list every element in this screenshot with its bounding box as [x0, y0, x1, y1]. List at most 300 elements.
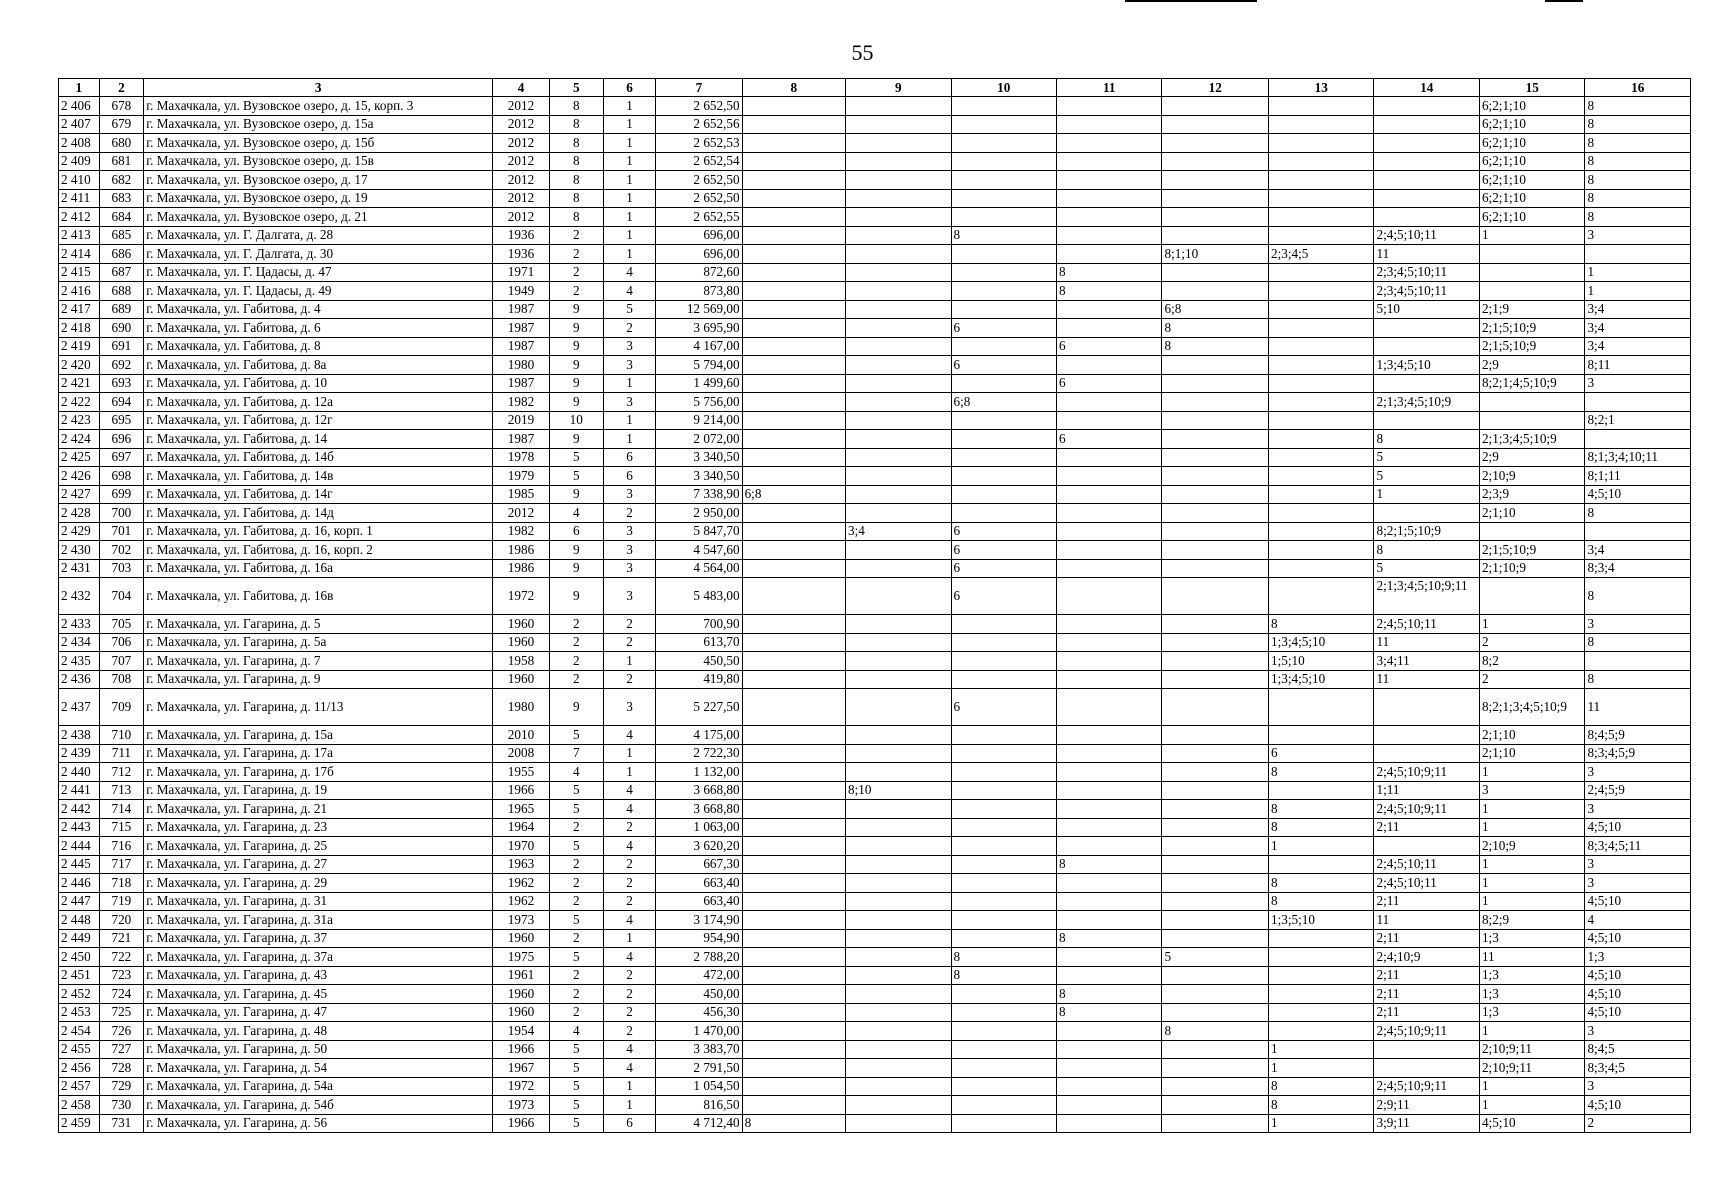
- cell-col-4: 1936: [493, 226, 550, 245]
- cell-col-14: 1;3;4;5;10: [1374, 356, 1479, 375]
- cell-col-13: [1268, 448, 1373, 467]
- cell-col-10: [951, 763, 1056, 782]
- cell-col-4: 1982: [493, 522, 550, 541]
- cell-col-6: 5: [603, 300, 656, 319]
- cell-col-9: [846, 134, 951, 153]
- cell-col-3: г. Махачкала, ул. Гагарина, д. 9: [144, 670, 493, 689]
- cell-col-1: 2 457: [59, 1077, 100, 1096]
- cell-col-8: [742, 633, 845, 652]
- cell-col-4: 1987: [493, 374, 550, 393]
- cell-col-9: [846, 1003, 951, 1022]
- cell-col-16: 8: [1585, 670, 1691, 689]
- cell-col-15: [1479, 522, 1584, 541]
- cell-col-1: 2 451: [59, 966, 100, 985]
- table-row: [59, 319, 1691, 338]
- cell-col-15: 1: [1479, 818, 1584, 837]
- cell-col-9: [846, 670, 951, 689]
- cell-col-10: [951, 467, 1056, 486]
- cell-col-11: [1057, 911, 1162, 930]
- cell-col-2: 702: [99, 541, 144, 560]
- cell-col-10: [951, 929, 1056, 948]
- cell-col-3: г. Махачкала, ул. Гагарина, д. 7: [144, 652, 493, 671]
- cell-col-13: 1: [1268, 837, 1373, 856]
- cell-col-9: [846, 855, 951, 874]
- cell-col-5: 5: [549, 781, 603, 800]
- cell-col-13: 1;3;4;5;10: [1268, 633, 1373, 652]
- cell-col-11: [1057, 1096, 1162, 1115]
- cell-col-6: 6: [603, 1114, 656, 1133]
- cell-col-14: [1374, 689, 1479, 726]
- cell-col-5: 4: [549, 504, 603, 523]
- cell-col-10: [951, 430, 1056, 449]
- table-row: [59, 485, 1691, 504]
- scan-edge-line: [1125, 0, 1257, 2]
- cell-col-7: 2 788,20: [656, 948, 742, 967]
- cell-col-5: 2: [549, 985, 603, 1004]
- cell-col-12: [1162, 1096, 1269, 1115]
- cell-col-1: 2 417: [59, 300, 100, 319]
- cell-col-6: 1: [603, 1077, 656, 1096]
- cell-col-13: 8: [1268, 892, 1373, 911]
- cell-col-1: 2 421: [59, 374, 100, 393]
- table-row: [59, 1096, 1691, 1115]
- table-row: [59, 670, 1691, 689]
- cell-col-5: 9: [549, 356, 603, 375]
- table-row: [59, 726, 1691, 745]
- cell-col-16: 4;5;10: [1585, 818, 1691, 837]
- cell-col-6: 1: [603, 430, 656, 449]
- cell-col-16: 8: [1585, 208, 1691, 227]
- cell-col-5: 8: [549, 208, 603, 227]
- cell-col-9: [846, 374, 951, 393]
- cell-col-8: [742, 541, 845, 560]
- cell-col-14: 5: [1374, 559, 1479, 578]
- cell-col-3: г. Махачкала, ул. Гагарина, д. 19: [144, 781, 493, 800]
- cell-col-13: [1268, 300, 1373, 319]
- cell-col-4: 1960: [493, 985, 550, 1004]
- cell-col-7: 9 214,00: [656, 411, 742, 430]
- cell-col-4: 2012: [493, 504, 550, 523]
- cell-col-8: [742, 448, 845, 467]
- column-header-1: 1: [59, 79, 100, 97]
- cell-col-10: [951, 744, 1056, 763]
- page-number: 55: [851, 40, 874, 65]
- cell-col-4: 1982: [493, 393, 550, 412]
- cell-col-5: 5: [549, 467, 603, 486]
- cell-col-9: [846, 300, 951, 319]
- cell-col-2: 720: [99, 911, 144, 930]
- table-row: [59, 337, 1691, 356]
- cell-col-3: г. Махачкала, ул. Габитова, д. 6: [144, 319, 493, 338]
- cell-col-14: 2;9;11: [1374, 1096, 1479, 1115]
- cell-col-14: 5: [1374, 448, 1479, 467]
- cell-col-15: 1: [1479, 800, 1584, 819]
- cell-col-3: г. Махачкала, ул. Гагарина, д. 43: [144, 966, 493, 985]
- cell-col-3: г. Махачкала, ул. Вузовское озеро, д. 15б: [144, 134, 493, 153]
- cell-col-12: [1162, 559, 1269, 578]
- cell-col-13: [1268, 726, 1373, 745]
- cell-col-6: 1: [603, 744, 656, 763]
- cell-col-3: г. Махачкала, ул. Гагарина, д. 21: [144, 800, 493, 819]
- cell-col-12: [1162, 393, 1269, 412]
- cell-col-11: 8: [1057, 263, 1162, 282]
- cell-col-14: [1374, 1040, 1479, 1059]
- cell-col-10: [951, 726, 1056, 745]
- cell-col-5: 9: [549, 393, 603, 412]
- cell-col-11: [1057, 744, 1162, 763]
- table-row: [59, 615, 1691, 634]
- cell-col-12: [1162, 226, 1269, 245]
- cell-col-5: 7: [549, 744, 603, 763]
- cell-col-11: [1057, 652, 1162, 671]
- cell-col-1: 2 429: [59, 522, 100, 541]
- table-row: [59, 929, 1691, 948]
- cell-col-5: 9: [549, 300, 603, 319]
- cell-col-13: 1;5;10: [1268, 652, 1373, 671]
- cell-col-6: 4: [603, 911, 656, 930]
- cell-col-7: 4 564,00: [656, 559, 742, 578]
- table-row: [59, 134, 1691, 153]
- cell-col-12: [1162, 670, 1269, 689]
- cell-col-8: [742, 726, 845, 745]
- cell-col-15: 8;2;1;3;4;5;10;9: [1479, 689, 1584, 726]
- cell-col-5: 5: [549, 1059, 603, 1078]
- cell-col-6: 2: [603, 985, 656, 1004]
- cell-col-3: г. Махачкала, ул. Габитова, д. 16а: [144, 559, 493, 578]
- table-row: [59, 911, 1691, 930]
- cell-col-6: 1: [603, 115, 656, 134]
- cell-col-12: [1162, 115, 1269, 134]
- cell-col-8: [742, 578, 845, 615]
- cell-col-4: 1972: [493, 1077, 550, 1096]
- cell-col-9: [846, 485, 951, 504]
- cell-col-4: 1966: [493, 1040, 550, 1059]
- cell-col-6: 2: [603, 633, 656, 652]
- table-row: [59, 892, 1691, 911]
- cell-col-7: 456,30: [656, 1003, 742, 1022]
- cell-col-12: 6;8: [1162, 300, 1269, 319]
- cell-col-3: г. Махачкала, ул. Г. Далгата, д. 28: [144, 226, 493, 245]
- cell-col-4: 1960: [493, 1003, 550, 1022]
- cell-col-14: 2;4;5;10;9;11: [1374, 1077, 1479, 1096]
- cell-col-14: 5;10: [1374, 300, 1479, 319]
- cell-col-2: 708: [99, 670, 144, 689]
- cell-col-14: [1374, 374, 1479, 393]
- cell-col-4: 2012: [493, 152, 550, 171]
- cell-col-11: [1057, 800, 1162, 819]
- cell-col-4: 1958: [493, 652, 550, 671]
- cell-col-10: [951, 115, 1056, 134]
- cell-col-8: [742, 430, 845, 449]
- cell-col-14: 11: [1374, 245, 1479, 264]
- cell-col-9: [846, 245, 951, 264]
- cell-col-12: 8: [1162, 319, 1269, 338]
- cell-col-12: [1162, 430, 1269, 449]
- cell-col-7: 5 756,00: [656, 393, 742, 412]
- cell-col-9: [846, 874, 951, 893]
- cell-col-5: 5: [549, 1096, 603, 1115]
- cell-col-16: 3: [1585, 615, 1691, 634]
- cell-col-4: 1985: [493, 485, 550, 504]
- cell-col-16: 3: [1585, 800, 1691, 819]
- cell-col-11: [1057, 726, 1162, 745]
- cell-col-12: [1162, 208, 1269, 227]
- cell-col-12: [1162, 966, 1269, 985]
- cell-col-8: [742, 615, 845, 634]
- cell-col-16: 4;5;10: [1585, 929, 1691, 948]
- cell-col-12: [1162, 282, 1269, 301]
- cell-col-12: [1162, 356, 1269, 375]
- cell-col-15: 2;1;10: [1479, 744, 1584, 763]
- cell-col-11: [1057, 1114, 1162, 1133]
- cell-col-11: 8: [1057, 855, 1162, 874]
- cell-col-8: [742, 670, 845, 689]
- cell-col-11: [1057, 152, 1162, 171]
- cell-col-12: 8: [1162, 337, 1269, 356]
- cell-col-12: [1162, 615, 1269, 634]
- cell-col-12: [1162, 929, 1269, 948]
- cell-col-14: 8: [1374, 541, 1479, 560]
- cell-col-11: [1057, 559, 1162, 578]
- cell-col-1: 2 418: [59, 319, 100, 338]
- cell-col-4: 1987: [493, 319, 550, 338]
- cell-col-5: 2: [549, 263, 603, 282]
- cell-col-10: [951, 1096, 1056, 1115]
- cell-col-3: г. Махачкала, ул. Гагарина, д. 31а: [144, 911, 493, 930]
- cell-col-10: [951, 337, 1056, 356]
- cell-col-5: 8: [549, 115, 603, 134]
- cell-col-7: 2 652,53: [656, 134, 742, 153]
- table-row: [59, 689, 1691, 726]
- cell-col-11: [1057, 356, 1162, 375]
- cell-col-14: [1374, 504, 1479, 523]
- cell-col-5: 2: [549, 966, 603, 985]
- cell-col-6: 3: [603, 541, 656, 560]
- cell-col-12: [1162, 1059, 1269, 1078]
- cell-col-3: г. Махачкала, ул. Г. Далгата, д. 30: [144, 245, 493, 264]
- cell-col-9: 3;4: [846, 522, 951, 541]
- cell-col-13: [1268, 855, 1373, 874]
- cell-col-11: 8: [1057, 985, 1162, 1004]
- cell-col-6: 2: [603, 874, 656, 893]
- cell-col-4: 1987: [493, 337, 550, 356]
- cell-col-7: 872,60: [656, 263, 742, 282]
- cell-col-16: 3;4: [1585, 300, 1691, 319]
- cell-col-11: [1057, 393, 1162, 412]
- cell-col-2: 723: [99, 966, 144, 985]
- cell-col-3: г. Махачкала, ул. Гагарина, д. 54б: [144, 1096, 493, 1115]
- cell-col-13: [1268, 411, 1373, 430]
- cell-col-10: [951, 1114, 1056, 1133]
- cell-col-1: 2 450: [59, 948, 100, 967]
- cell-col-9: [846, 282, 951, 301]
- cell-col-12: [1162, 189, 1269, 208]
- cell-col-6: 1: [603, 929, 656, 948]
- cell-col-2: 689: [99, 300, 144, 319]
- cell-col-13: [1268, 781, 1373, 800]
- cell-col-12: [1162, 541, 1269, 560]
- cell-col-16: 3: [1585, 874, 1691, 893]
- table-row: [59, 763, 1691, 782]
- table-row: [59, 800, 1691, 819]
- cell-col-9: [846, 726, 951, 745]
- cell-col-6: 1: [603, 652, 656, 671]
- cell-col-15: 2;10;9: [1479, 467, 1584, 486]
- cell-col-12: [1162, 633, 1269, 652]
- cell-col-1: 2 439: [59, 744, 100, 763]
- cell-col-16: [1585, 245, 1691, 264]
- cell-col-5: 8: [549, 189, 603, 208]
- table-row: [59, 356, 1691, 375]
- cell-col-13: [1268, 115, 1373, 134]
- cell-col-12: [1162, 485, 1269, 504]
- cell-col-6: 4: [603, 948, 656, 967]
- cell-col-16: 8: [1585, 134, 1691, 153]
- cell-col-9: [846, 800, 951, 819]
- cell-col-2: 722: [99, 948, 144, 967]
- cell-col-7: 954,90: [656, 929, 742, 948]
- cell-col-7: 2 791,50: [656, 1059, 742, 1078]
- cell-col-16: 8;3;4: [1585, 559, 1691, 578]
- cell-col-12: [1162, 152, 1269, 171]
- cell-col-2: 707: [99, 652, 144, 671]
- cell-col-6: 2: [603, 504, 656, 523]
- cell-col-2: 686: [99, 245, 144, 264]
- cell-col-9: [846, 208, 951, 227]
- cell-col-4: 1962: [493, 874, 550, 893]
- cell-col-3: г. Махачкала, ул. Гагарина, д. 29: [144, 874, 493, 893]
- cell-col-10: [951, 1022, 1056, 1041]
- cell-col-7: 5 847,70: [656, 522, 742, 541]
- cell-col-12: [1162, 689, 1269, 726]
- cell-col-7: 2 950,00: [656, 504, 742, 523]
- cell-col-15: 1: [1479, 892, 1584, 911]
- cell-col-1: 2 453: [59, 1003, 100, 1022]
- cell-col-13: [1268, 1022, 1373, 1041]
- cell-col-1: 2 455: [59, 1040, 100, 1059]
- cell-col-10: [951, 245, 1056, 264]
- cell-col-10: [951, 855, 1056, 874]
- cell-col-14: 2;4;5;10;11: [1374, 855, 1479, 874]
- cell-col-3: г. Махачкала, ул. Габитова, д. 8: [144, 337, 493, 356]
- cell-col-4: 1970: [493, 837, 550, 856]
- cell-col-14: 8;2;1;5;10;9: [1374, 522, 1479, 541]
- cell-col-8: [742, 189, 845, 208]
- cell-col-9: [846, 578, 951, 615]
- cell-col-14: 2;11: [1374, 1003, 1479, 1022]
- cell-col-1: 2 412: [59, 208, 100, 227]
- cell-col-8: [742, 504, 845, 523]
- cell-col-11: [1057, 115, 1162, 134]
- table-row: [59, 633, 1691, 652]
- cell-col-16: 2;4;5;9: [1585, 781, 1691, 800]
- cell-col-11: 8: [1057, 929, 1162, 948]
- cell-col-16: 2: [1585, 1114, 1691, 1133]
- cell-col-6: 2: [603, 966, 656, 985]
- cell-col-3: г. Махачкала, ул. Гагарина, д. 17а: [144, 744, 493, 763]
- cell-col-12: [1162, 911, 1269, 930]
- cell-col-7: 667,30: [656, 855, 742, 874]
- cell-col-13: [1268, 929, 1373, 948]
- cell-col-7: 700,90: [656, 615, 742, 634]
- cell-col-3: г. Махачкала, ул. Габитова, д. 16, корп. 2: [144, 541, 493, 560]
- cell-col-7: 4 167,00: [656, 337, 742, 356]
- cell-col-2: 717: [99, 855, 144, 874]
- cell-col-12: [1162, 263, 1269, 282]
- cell-col-13: [1268, 393, 1373, 412]
- cell-col-5: 4: [549, 1022, 603, 1041]
- cell-col-16: 11: [1585, 689, 1691, 726]
- cell-col-4: 2012: [493, 134, 550, 153]
- table-row: [59, 1114, 1691, 1133]
- cell-col-10: 6: [951, 578, 1056, 615]
- cell-col-8: [742, 837, 845, 856]
- cell-col-6: 1: [603, 245, 656, 264]
- cell-col-6: 1: [603, 152, 656, 171]
- table-row: [59, 115, 1691, 134]
- cell-col-11: [1057, 1059, 1162, 1078]
- cell-col-15: 1;3: [1479, 966, 1584, 985]
- cell-col-13: [1268, 504, 1373, 523]
- cell-col-15: 8;2;1;4;5;10;9: [1479, 374, 1584, 393]
- cell-col-16: 4;5;10: [1585, 1003, 1691, 1022]
- cell-col-9: [846, 319, 951, 338]
- cell-col-2: 727: [99, 1040, 144, 1059]
- cell-col-11: [1057, 1022, 1162, 1041]
- cell-col-11: [1057, 97, 1162, 116]
- cell-col-10: [951, 874, 1056, 893]
- cell-col-2: 687: [99, 263, 144, 282]
- cell-col-7: 1 063,00: [656, 818, 742, 837]
- cell-col-15: 2;10;9;11: [1479, 1040, 1584, 1059]
- cell-col-5: 9: [549, 541, 603, 560]
- cell-col-13: [1268, 97, 1373, 116]
- cell-col-3: г. Махачкала, ул. Гагарина, д. 27: [144, 855, 493, 874]
- cell-col-13: 1;3;5;10: [1268, 911, 1373, 930]
- cell-col-13: 1: [1268, 1114, 1373, 1133]
- cell-col-8: [742, 411, 845, 430]
- column-header-16: 16: [1585, 79, 1691, 97]
- cell-col-4: 1936: [493, 245, 550, 264]
- table-row: [59, 818, 1691, 837]
- cell-col-6: 4: [603, 726, 656, 745]
- cell-col-10: [951, 837, 1056, 856]
- cell-col-15: 2;10;9;11: [1479, 1059, 1584, 1078]
- cell-col-5: 10: [549, 411, 603, 430]
- cell-col-2: 703: [99, 559, 144, 578]
- cell-col-7: 2 652,55: [656, 208, 742, 227]
- cell-col-3: г. Махачкала, ул. Гагарина, д. 23: [144, 818, 493, 837]
- cell-col-15: 6;2;1;10: [1479, 115, 1584, 134]
- column-header-4: 4: [493, 79, 550, 97]
- cell-col-2: 683: [99, 189, 144, 208]
- cell-col-13: [1268, 282, 1373, 301]
- cell-col-9: [846, 615, 951, 634]
- cell-col-3: г. Махачкала, ул. Габитова, д. 8а: [144, 356, 493, 375]
- cell-col-7: 3 668,80: [656, 800, 742, 819]
- cell-col-7: 12 569,00: [656, 300, 742, 319]
- cell-col-15: 2;9: [1479, 448, 1584, 467]
- cell-col-6: 3: [603, 559, 656, 578]
- cell-col-2: 698: [99, 467, 144, 486]
- cell-col-2: 728: [99, 1059, 144, 1078]
- cell-col-13: 2;3;4;5: [1268, 245, 1373, 264]
- cell-col-12: [1162, 837, 1269, 856]
- cell-col-5: 5: [549, 948, 603, 967]
- cell-col-10: [951, 300, 1056, 319]
- cell-col-12: [1162, 818, 1269, 837]
- cell-col-7: 5 483,00: [656, 578, 742, 615]
